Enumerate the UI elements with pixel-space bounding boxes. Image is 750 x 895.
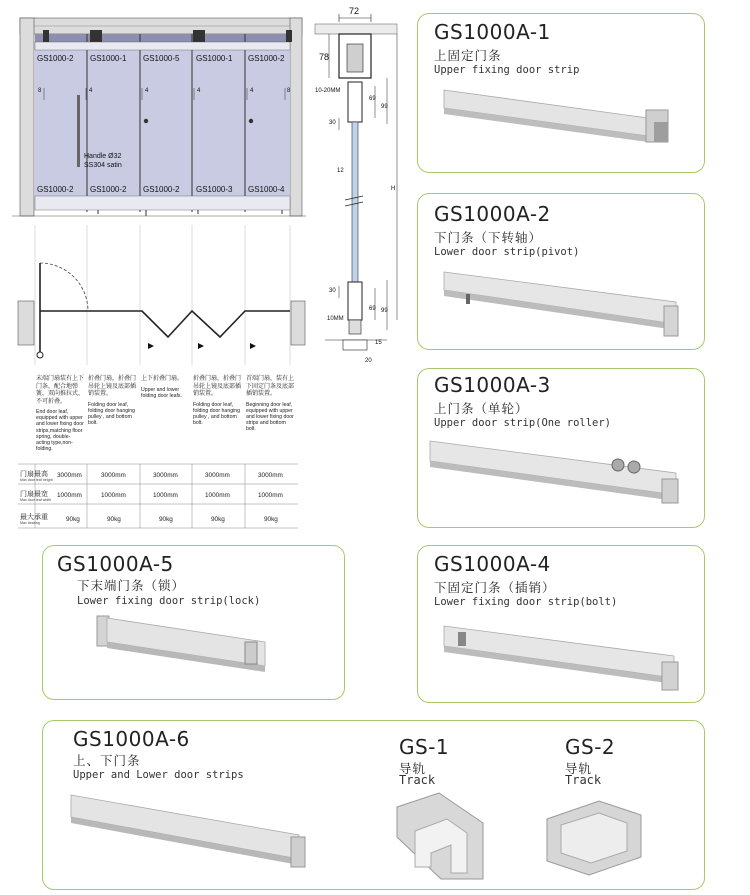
product-cn-a2: 下门条（下转轴）	[434, 230, 543, 245]
product-en-a6: Upper and Lower door strips	[73, 769, 244, 781]
dim-20: 20	[365, 358, 372, 364]
product-code-a2: GS1000A-2	[434, 202, 551, 226]
row-label-bearing: 最大承重	[20, 514, 48, 521]
height-val-1: 3000mm	[57, 472, 82, 479]
desc-5: 首端门扇，装有上下固定门条及底部插销装置。 Beginning door leaf, equipped with upper and lower fixing door strips and bottom bolt.	[246, 376, 295, 433]
product-cn-a5: 下末端门条（锁）	[77, 578, 186, 593]
handle	[77, 95, 80, 167]
product-cn-a1: 上固定门条	[434, 48, 502, 63]
product-card-a3	[417, 368, 705, 528]
dim-69-top: 69	[369, 96, 376, 102]
bottom-label-5: GS1000-4	[248, 185, 285, 194]
product-cn-gs2: 导轨	[565, 761, 593, 776]
plan-view-svg	[0, 225, 310, 385]
dim-78: 78	[319, 52, 330, 62]
product-cn-a3: 上门条（单轮）	[434, 401, 529, 416]
product-code-a5: GS1000A-5	[57, 552, 174, 576]
row-sub-height: Max door leaf height	[20, 478, 53, 482]
section-view	[305, 0, 405, 380]
row-label-width: 门扇最宽	[20, 491, 48, 498]
desc-3: 上下折叠门扇。 Upper and lower folding door leafs.	[141, 376, 184, 399]
product-en-gs1: Track	[399, 773, 436, 787]
product-code-a4: GS1000A-4	[434, 552, 551, 576]
wall-right	[290, 18, 302, 216]
product-en-a3: Upper door strip(One roller)	[434, 417, 612, 429]
top-label-2: GS1000-1	[90, 54, 127, 63]
product-image-a3	[418, 369, 706, 529]
product-en-a1: Upper fixing door strip	[434, 64, 580, 76]
desc-4: 折叠门扇，折叠门吊轮上镜及底部插销装置。 Folding door leaf, folding door hanging pulley , and bottom bolt.	[193, 376, 242, 427]
dim-gap-top: 10-20MM	[315, 88, 341, 94]
dim-30-bottom: 30	[329, 288, 336, 294]
height-val-3: 3000mm	[153, 472, 178, 479]
bearing-val-5: 90kg	[264, 516, 278, 523]
dim-15: 15	[375, 340, 382, 346]
gap-mark-2: 4	[89, 88, 93, 94]
gap-mark-3: 4	[145, 88, 149, 94]
gap-mark-6: 8	[287, 88, 291, 94]
width-val-2: 1000mm	[101, 492, 126, 499]
product-en-a2: Lower door strip(pivot)	[434, 246, 580, 258]
width-val-3: 1000mm	[153, 492, 178, 499]
row-label-height: 门扇最高	[20, 471, 48, 478]
product-image-a4	[418, 546, 706, 704]
product-code-a1: GS1000A-1	[434, 20, 551, 44]
product-image-a5	[43, 546, 346, 701]
product-card-a1	[417, 13, 705, 173]
bearing-val-1: 90kg	[66, 516, 80, 523]
dim-69-bottom: 69	[369, 306, 376, 312]
width-val-1: 1000mm	[57, 492, 82, 499]
bottom-label-3: GS1000-2	[143, 185, 180, 194]
product-image-a1	[418, 14, 706, 174]
top-track	[35, 34, 290, 42]
track-image-gs2	[541, 791, 651, 891]
top-label-3: GS1000-5	[143, 54, 180, 63]
width-val-5: 1000mm	[258, 492, 283, 499]
bottom-label-4: GS1000-3	[196, 185, 233, 194]
top-label-5: GS1000-2	[248, 54, 285, 63]
height-val-4: 3000mm	[205, 472, 230, 479]
track-image-gs1	[391, 787, 501, 887]
gap-mark-1: 8	[38, 88, 42, 94]
bearing-val-4: 90kg	[211, 516, 225, 523]
product-cn-gs1: 导轨	[399, 761, 427, 776]
product-en-a5: Lower fixing door strip(lock)	[77, 595, 261, 607]
handle-label: Handle Ø32	[84, 153, 122, 160]
product-code-a6: GS1000A-6	[73, 727, 190, 751]
top-label-1: GS1000-2	[37, 54, 74, 63]
product-code-gs1: GS-1	[399, 735, 450, 759]
bearing-val-3: 90kg	[159, 516, 173, 523]
row-sub-width: Max door leaf width	[20, 498, 52, 502]
product-code-a3: GS1000A-3	[434, 373, 551, 397]
product-en-a4: Lower fixing door strip(bolt)	[434, 596, 618, 608]
width-val-4: 1000mm	[205, 492, 230, 499]
product-card-a5	[42, 545, 345, 700]
product-card-a2	[417, 193, 705, 350]
gap-mark-4: 4	[197, 88, 201, 94]
dim-99-top: 99	[381, 104, 388, 110]
dim-99-bottom: 99	[381, 308, 388, 314]
wall-left	[20, 18, 34, 216]
height-val-5: 3000mm	[258, 472, 283, 479]
gap-mark-5: 4	[250, 88, 254, 94]
desc-1: 末端门扇装有上下门条，配合地弹簧，双向推拉式，不可折叠。 End door leaf, equipped with upper and lower fixing door strips,matching floor spring, double-acting type,non-folding.	[36, 376, 85, 453]
row-sub-bearing: Max bearing	[20, 521, 40, 525]
dim-72: 72	[349, 6, 360, 16]
height-val-2: 3000mm	[101, 472, 126, 479]
dim-height: H	[391, 186, 396, 192]
door-elevation-drawing	[0, 0, 310, 540]
bearing-val-2: 90kg	[107, 516, 121, 523]
dim-gap-bottom: 10MM	[327, 316, 344, 322]
handle-material: SS304 satin	[84, 162, 122, 169]
product-cn-a6: 上、下门条	[73, 753, 141, 768]
product-card-a4	[417, 545, 705, 703]
desc-2: 折叠门扇，折叠门吊轮上镜及底部插销装置。 Folding door leaf, folding door hanging pulley , and bottom bolt.	[88, 376, 137, 427]
bottom-label-2: GS1000-2	[90, 185, 127, 194]
product-card-a6	[42, 720, 705, 890]
product-code-gs2: GS-2	[565, 735, 616, 759]
product-image-a2	[418, 194, 706, 351]
product-cn-a4: 下固定门条（插销）	[434, 580, 556, 595]
top-label-4: GS1000-1	[196, 54, 233, 63]
dim-30-top: 30	[329, 120, 336, 126]
product-en-gs2: Track	[565, 773, 602, 787]
bottom-label-1: GS1000-2	[37, 185, 74, 194]
dim-glass: 12	[337, 168, 344, 174]
